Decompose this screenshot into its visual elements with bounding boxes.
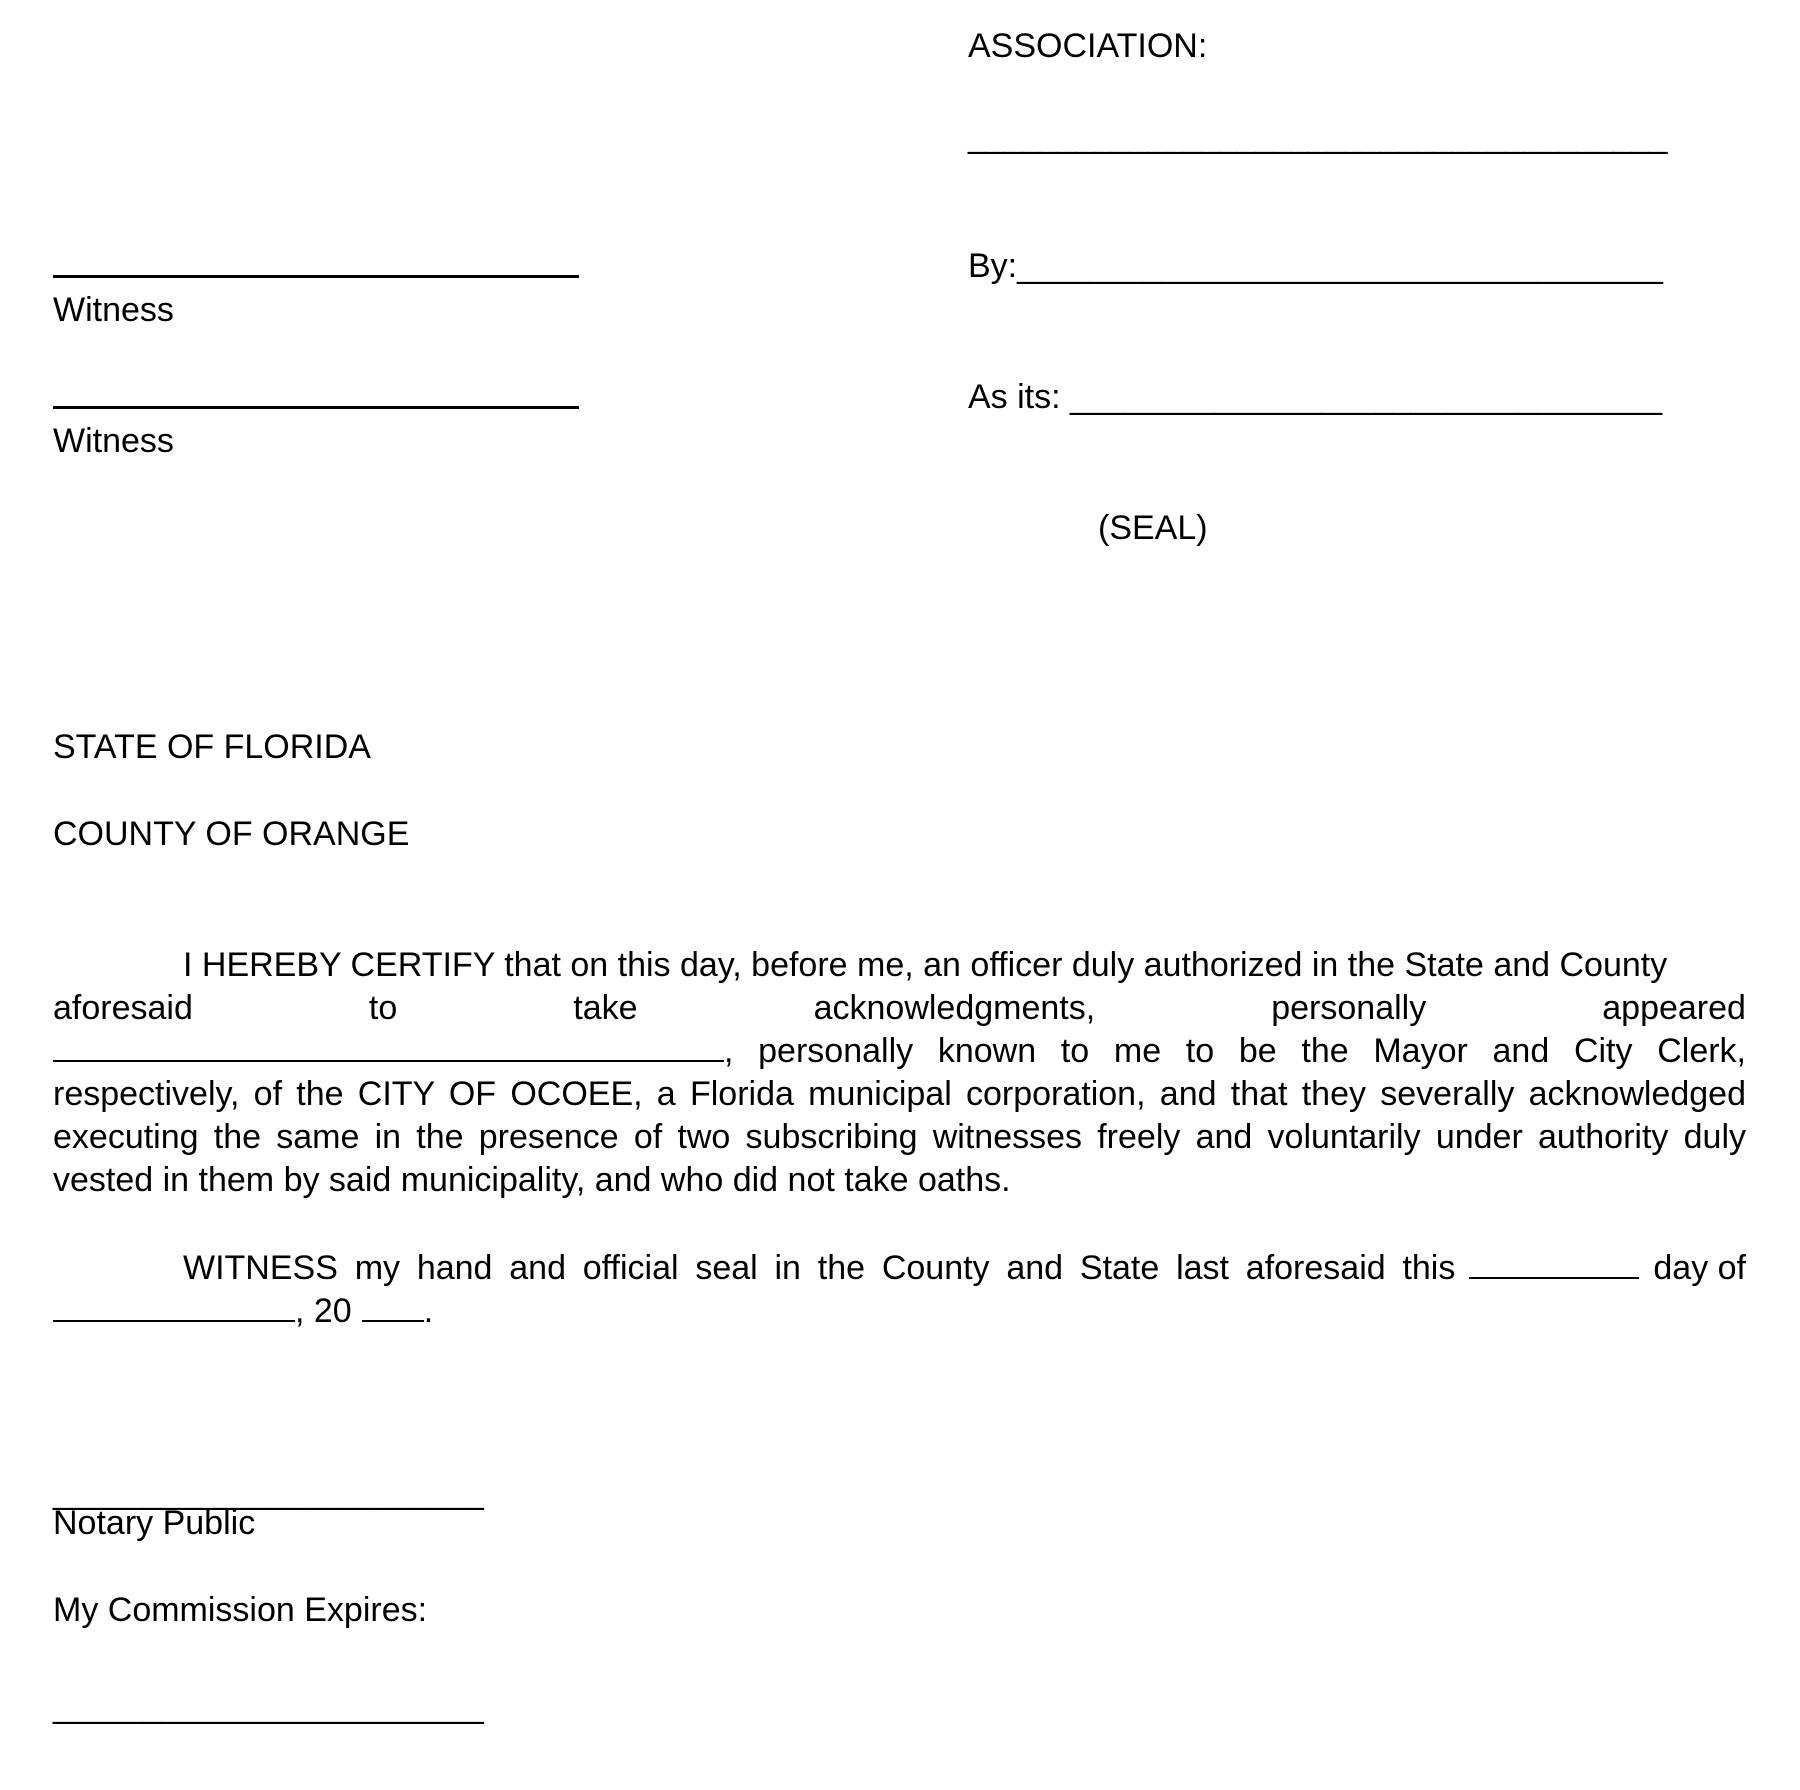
by-label: By:	[968, 247, 1018, 285]
witness-clause-text: WITNESS my hand and official seal in the County and State last aforesaid this	[183, 1249, 1456, 1287]
notary-label: Notary Public	[53, 1504, 256, 1542]
witness-clause-line-1	[53, 1248, 1746, 1289]
witness-2-label: Witness	[53, 422, 174, 460]
venue-county: COUNTY OF ORANGE	[53, 815, 410, 853]
cert-word: personally	[1271, 989, 1427, 1027]
certification-line-3-text: , personally known to me to be the Mayor and City Clerk,	[724, 1032, 1746, 1070]
year-blank[interactable]	[362, 1292, 424, 1322]
commission-expires-label: My Commission Expires:	[53, 1591, 428, 1629]
day-of-text: day of	[1653, 1249, 1746, 1287]
seal-label: (SEAL)	[1098, 509, 1208, 547]
as-its-field[interactable]	[968, 377, 1661, 418]
certification-line-4: respectively, of the CITY OF OCOEE, a Florida municipal corporation, and that they severally acknowledged	[53, 1075, 1746, 1113]
certification-line-5: executing the same in the presence of two subscribing witnesses freely and voluntarily under authority duly	[53, 1118, 1746, 1156]
as-its-label: As its:	[968, 378, 1061, 416]
appeared-names-blank[interactable]	[53, 1032, 724, 1062]
month-blank[interactable]	[53, 1292, 295, 1322]
by-signature-field[interactable]	[968, 246, 1662, 287]
association-heading: ASSOCIATION:	[968, 27, 1208, 65]
certification-line-1-text: I HEREBY CERTIFY that on this day, before me, an officer duly authorized in the State and County	[183, 946, 1668, 984]
cert-word: aforesaid	[53, 989, 193, 1027]
witness-1-signature-line[interactable]	[53, 275, 579, 278]
cert-word: appeared	[1602, 989, 1746, 1027]
year-prefix: , 20	[295, 1292, 352, 1330]
certification-line-1	[53, 945, 1746, 986]
notary-signature-line[interactable]: ________________________	[53, 1473, 483, 1511]
witness-1-label: Witness	[53, 291, 174, 329]
as-its-line[interactable]: _________________________________	[1070, 378, 1662, 416]
association-name-line[interactable]: _______________________________________	[968, 117, 1667, 155]
by-line[interactable]: ____________________________________	[1017, 247, 1662, 285]
cert-word: acknowledgments,	[813, 989, 1096, 1027]
certification-line-2	[53, 988, 1746, 1029]
venue-state: STATE OF FLORIDA	[53, 728, 371, 766]
year-suffix: .	[423, 1292, 434, 1330]
witness-clause-line-2	[53, 1291, 433, 1332]
commission-expires-line[interactable]: ________________________	[53, 1687, 483, 1725]
day-blank[interactable]	[1469, 1249, 1639, 1279]
certification-line-3	[53, 1031, 1746, 1072]
cert-word: take	[573, 989, 638, 1027]
cert-word: to	[368, 989, 398, 1027]
witness-2-signature-line[interactable]	[53, 406, 579, 409]
certification-line-6: vested in them by said municipality, and who did not take oaths.	[53, 1161, 1011, 1199]
